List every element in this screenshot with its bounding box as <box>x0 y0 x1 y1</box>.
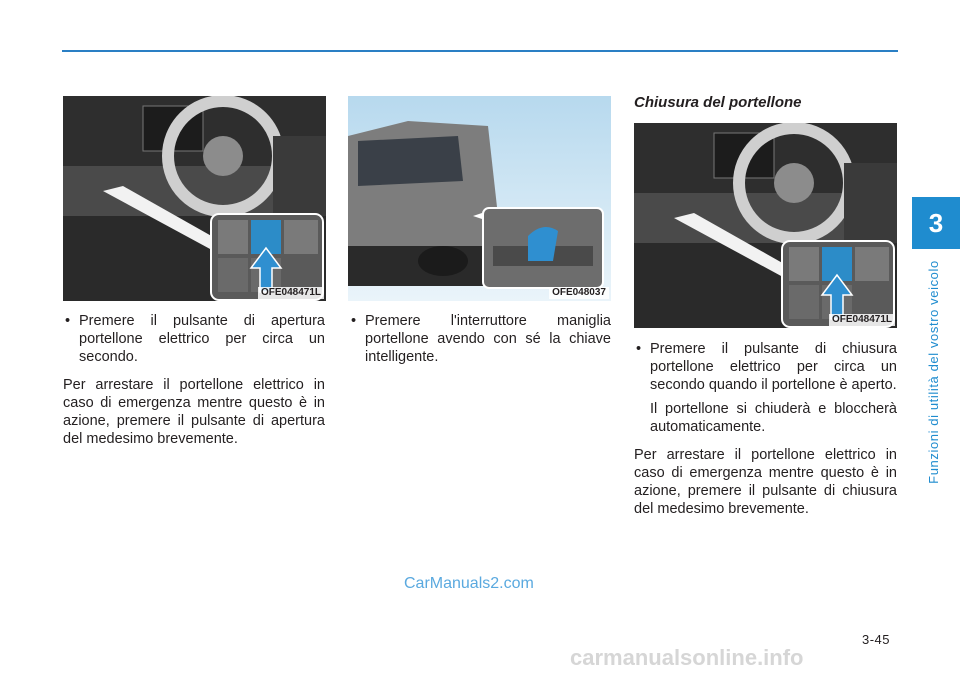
bullet-text: Premere l'interruttore maniglia portellone avendo con sé la chiave intelligente. <box>365 313 611 365</box>
dashboard-illustration <box>634 123 897 328</box>
figure-tailgate-handle <box>348 96 611 301</box>
figure-dashboard-close <box>634 123 897 328</box>
dashboard-illustration <box>63 96 326 301</box>
tailgate-illustration <box>348 96 611 301</box>
column-3-text <box>634 340 897 518</box>
note-text: Il portellone si chiuderà e bloccherà automaticamente. <box>650 401 897 435</box>
chapter-title: Funzioni di utilità del vostro veicolo <box>926 260 941 484</box>
bullet-symbol: • <box>351 313 357 329</box>
figure-code: OFE048037 <box>549 287 609 299</box>
chapter-number: 3 <box>928 207 944 238</box>
bullet-symbol: • <box>65 313 71 329</box>
site-watermark: carmanualsonline.info <box>570 645 804 670</box>
bullet-item <box>634 340 897 394</box>
bullet-symbol: • <box>636 341 642 357</box>
figure-code: OFE048471L <box>829 314 895 326</box>
paragraph: Per arrestare il portellone elettrico in caso di emergenza mentre questo è in azione, premere il pulsante di apertura del medesimo brevemente. <box>63 377 325 447</box>
section-heading: Chiusura del portellone <box>634 94 802 111</box>
page-number: 3-45 <box>862 632 891 647</box>
paragraph: Per arrestare il portellone elettrico in caso di emergenza mentre questo è in azione, premere il pulsante di chiusura del medesimo brevemente. <box>634 447 897 517</box>
figure-dashboard-open <box>63 96 326 301</box>
column-2-text <box>349 312 611 366</box>
bullet-item <box>63 312 325 366</box>
bullet-item <box>349 312 611 366</box>
bullet-text: Premere il pulsante di chiusura portellone elettrico per circa un secondo quando il portellone è aperto. <box>650 341 897 393</box>
watermark: CarManuals2.com <box>404 575 534 592</box>
column-1-text <box>63 312 325 448</box>
bullet-text: Premere il pulsante di apertura portellone elettrico per circa un secondo. <box>79 313 325 365</box>
header-rule <box>62 50 898 52</box>
figure-code: OFE048471L <box>258 287 324 299</box>
